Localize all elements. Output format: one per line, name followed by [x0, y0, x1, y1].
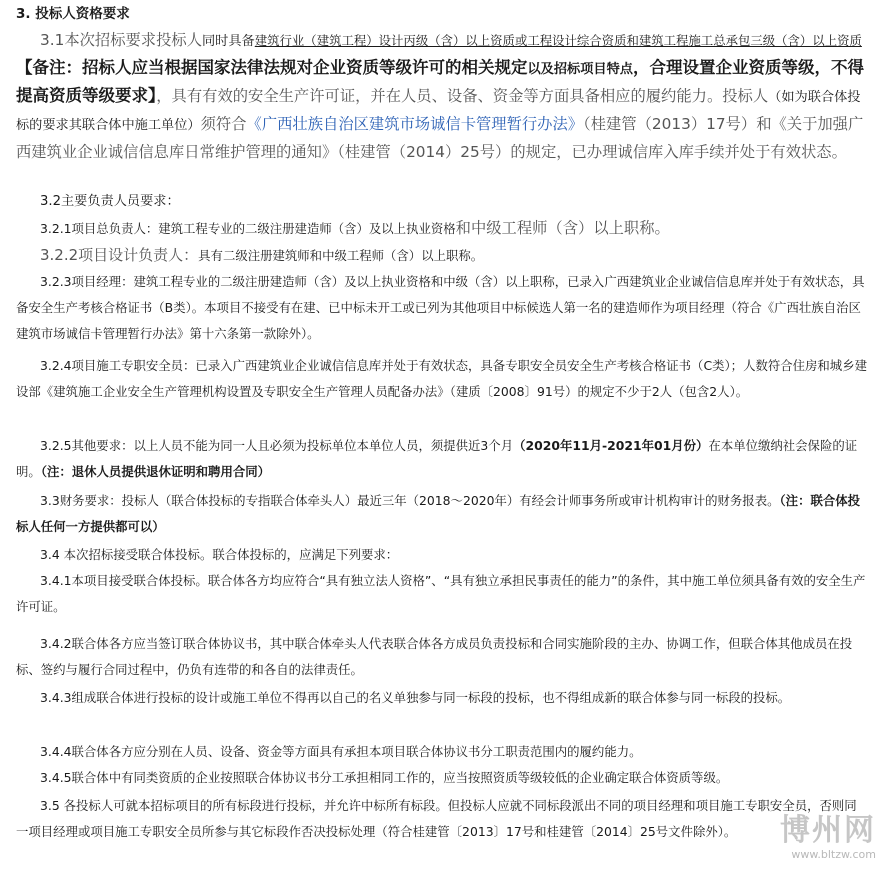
para-3-2-5 — [16, 433, 868, 485]
para-3-4-3: 3.4.3组成联合体进行投标的设计或施工单位不得再以自己的名义单独参与同一标段的投标，也不得组成新的联合体参与同一标段的投标。 — [40, 690, 791, 705]
para-3-2-5-period: （2020年11月-2021年01月份） — [513, 438, 709, 453]
regulation-link[interactable]: 《广西壮族自治区建筑市场诚信卡管理暂行办法》 — [246, 115, 584, 133]
para-3-1-note-small: 以及招标项目特点 — [527, 62, 633, 77]
site-watermark — [726, 814, 876, 874]
para-3-4: 3.4 本次招标接受联合体投标。联合体投标的，应满足下列要求： — [40, 547, 399, 562]
watermark-name: 博州网 — [780, 813, 876, 848]
para-3-3 — [16, 488, 868, 540]
para-3-2-1 — [16, 215, 868, 242]
para-3-4-5: 3.4.5联合体中有同类资质的企业按照联合体协议书分工承担相同工作的，应当按照资质等级较低的企业确定联合体资质等级。 — [40, 770, 729, 785]
para-3-2-5-note: （注：退休人员提供退休证明和聘用合同） — [40, 464, 271, 479]
para-3-2-2 — [16, 242, 868, 270]
para-3-2-5-a: 3.2.5其他要求：以上人员不能为同一人且必须为投标单位本单位人员，须提供近3个月 — [40, 438, 514, 453]
para-3-1-text-1: ，具有有效的安全生产许可证，并在人员、设备、资金等方面具备相应的履约能力。投标人 — [156, 87, 769, 105]
para-3-4-1: 3.4.1本项目接受联合体投标。联合体各方均应符合“具有独立法人资格”、“具有独立承担民事责任的能力”的条件，其中施工单位须具备有效的安全生产许可证。 — [16, 573, 866, 614]
para-3-4-2: 3.4.2联合体各方应当签订联合体协议书，其中联合体牵头人代表联合体各方成员负责投标和合同实施阶段的主办、协调工作，但联合体其他成员在投标、签约与履行合同过程中，仍负有连带的和各自的法律责任。 — [16, 636, 853, 677]
para-3-1-note-a: 【备注：招标人应当根据国家法律法规对企业资质等级许可的相关规定 — [16, 58, 528, 77]
para-3-1-text-4: （桂建管（2013）17号）和《关于加强广西建筑业企业诚信信息库日常维护管理的通知》（桂建管（2014）25号）的规定，已办理诚信库入库手续并处于有效状态。 — [16, 115, 864, 161]
section-title: 3. 投标人资格要求 — [16, 6, 130, 22]
para-3-1-mid: 同时具备 — [202, 34, 255, 49]
para-3-2-2-b: 具有二级注册建筑师和中级工程师（含）以上职称。 — [198, 248, 484, 263]
para-3-2-2-a: 3.2.2项目设计负责人： — [40, 246, 199, 264]
para-3-1-text-3: 须符合 — [200, 115, 247, 133]
para-3-5: 3.5 各投标人可就本招标项目的所有标段进行投标，并允许中标所有标段。但投标人应就不同标段派出不同的项目经理和项目施工专职安全员，否则同一项目经理或项目施工专职安全员所参与其它标段作否决投标处理（符合桂建管〔2013〕17号和桂建管〔2014〕25号文件除外）。 — [16, 798, 857, 839]
para-3-1-lead: 3.1本次招标要求投标人 — [40, 31, 202, 49]
para-3-2-1-b: 和中级工程师（含）以上职称。 — [455, 219, 670, 237]
para-3-1-note-b: ，合理设置企业资质等级，不得提高资质等级要求】 — [16, 58, 864, 105]
para-3-4-4: 3.4.4联合体各方应分别在人员、设备、资金等方面具有承担本项目联合体协议书分工职责范围内的履约能力。 — [40, 744, 642, 759]
watermark-url: www.bltzw.com — [791, 848, 876, 861]
para-3-2: 3.2主要负责人员要求： — [40, 194, 180, 209]
para-3-3-note: （注：联合体投标人任何一方提供都可以） — [16, 493, 861, 534]
para-3-2-3: 3.2.3项目经理：建筑工程专业的二级注册建造师（含）及以上执业资格和中级（含）以上职称，已录入广西建筑业企业诚信信息库并处于有效状态，具备安全生产考核合格证书（B类）。本项目不接受有在建、已中标未开工或已列为其他项目中标候选人第一名的建造师作为项目经理（符合《广西壮族自治区建筑市场诚信卡管理暂行办法》第十六条第一款除外）。 — [16, 274, 865, 341]
para-3-2-1-a: 3.2.1项目总负责人：建筑工程专业的二级注册建造师（含）及以上执业资格 — [40, 221, 456, 236]
para-3-1-text-2: （如为联合体投标的要求其联合体中施工单位） — [16, 90, 861, 133]
para-3-1 — [16, 27, 868, 165]
para-3-3-a: 3.3财务要求：投标人（联合体投标的专指联合体牵头人）最近三年（2018～2020年）有经会计师事务所或审计机构审计的财务报表。 — [40, 493, 780, 508]
para-3-2-5-c: 在本单位缴纳社会保险的证明。 — [16, 438, 858, 479]
para-3-2-4: 3.2.4项目施工专职安全员：已录入广西建筑业企业诚信信息库并处于有效状态，具备专职安全员安全生产考核合格证书（C类）；人数符合住房和城乡建设部《建筑施工企业安全生产管理机构设置及专职安全生产管理人员配备办法》（建质〔2008〕91号）的规定不少于2人（包含2人）。 — [16, 358, 867, 399]
para-3-1-qualification: 建筑行业（建筑工程）设计丙级（含）以上资质或工程设计综合资质和建筑工程施工总承包三级（含）以上资质 — [254, 33, 862, 48]
